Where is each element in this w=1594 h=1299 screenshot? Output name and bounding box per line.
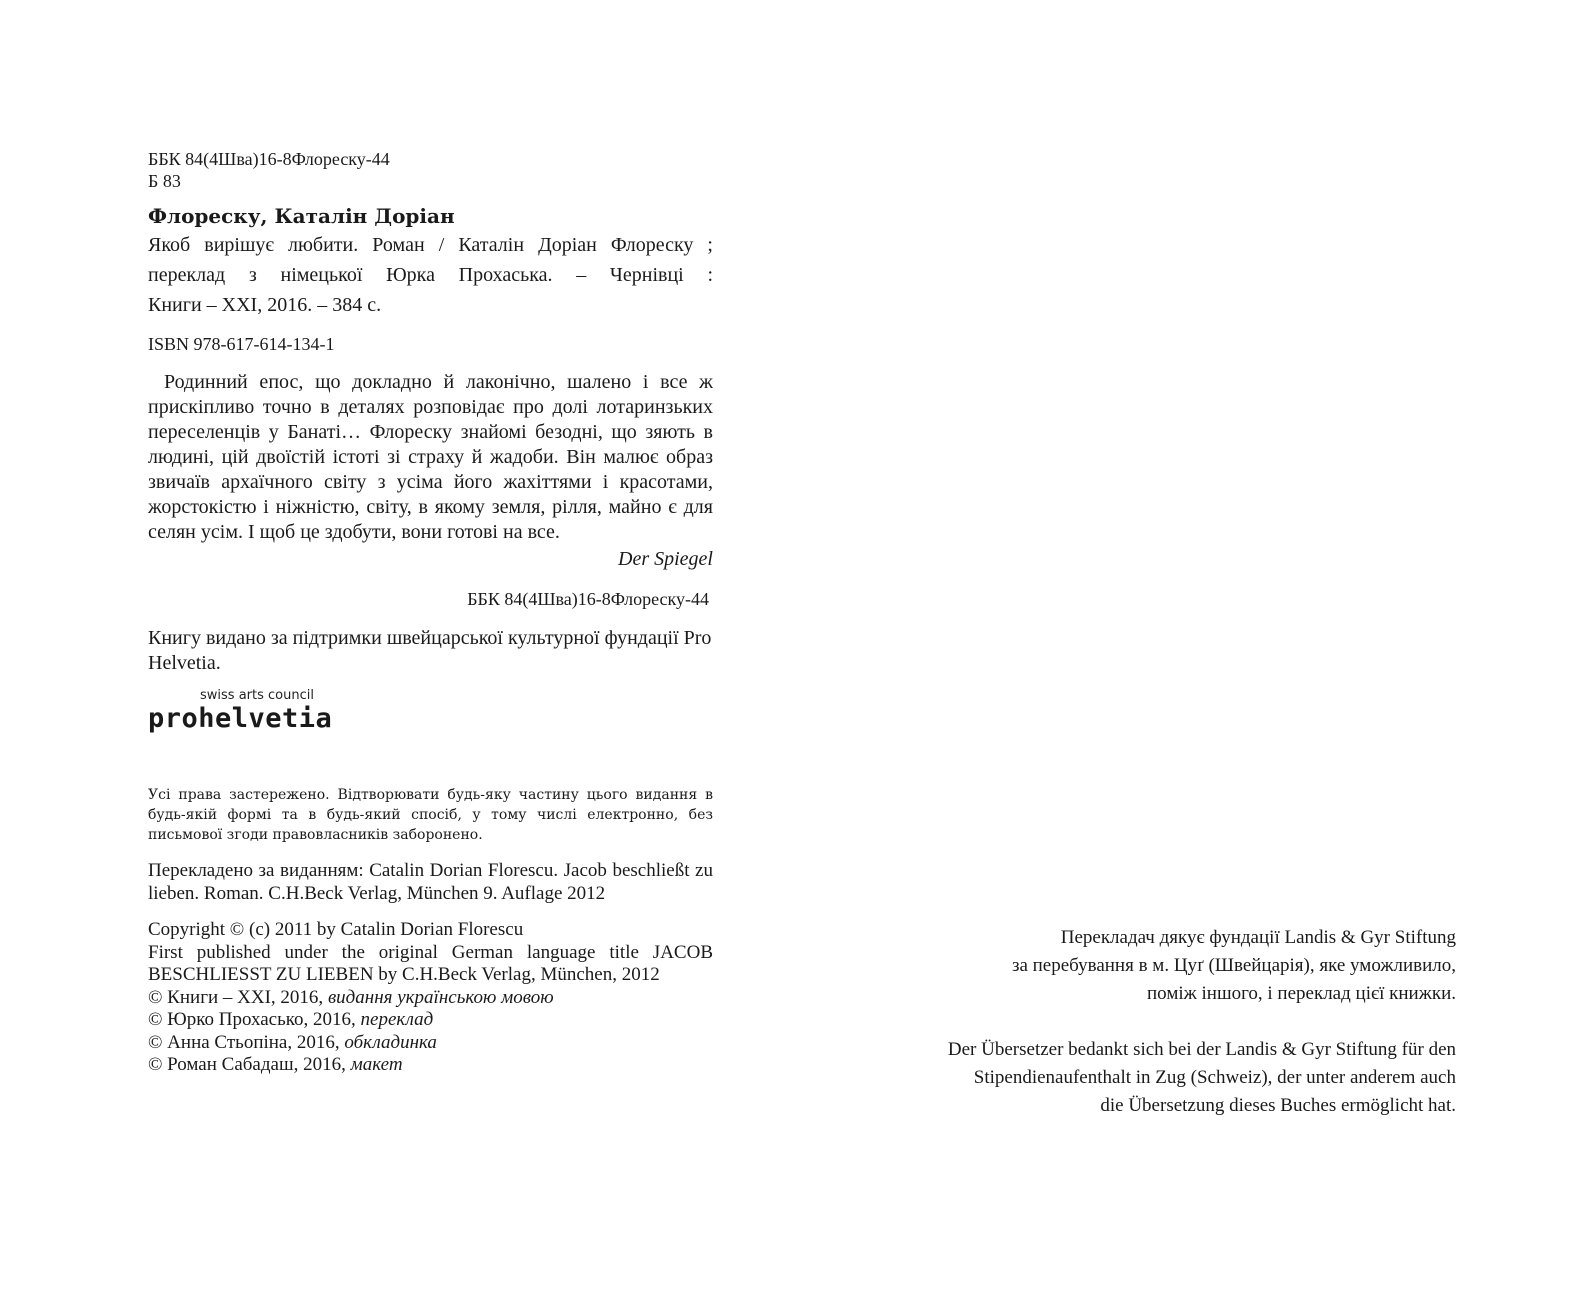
logo-caption: swiss arts council	[200, 688, 314, 703]
copyright-line	[148, 1032, 713, 1055]
copyright-line	[148, 987, 713, 1010]
annotation	[148, 370, 713, 545]
copyright-block	[148, 919, 713, 1077]
copyright-line: First published under the original German language title JACOB BESCHLIESST ZU LIEBEN by C.H.Beck Verlag, München, 2012	[148, 941, 713, 985]
bbk-code: ББК 84(4Шва)16-8Флореску-44	[148, 149, 390, 169]
left-page	[148, 148, 713, 1077]
b-code: Б 83	[148, 171, 181, 191]
copyright-holder: © Анна Стьопіна, 2016,	[148, 1031, 345, 1053]
translator-acknowledgement	[860, 924, 1456, 1120]
annotation-text: Родинний епос, що докладно й лаконічно, шалено і все ж прискіпливо точно в деталях розповідає про долі лотаринзьких переселенців у Банаті… Флореску знайомі безодні, що зяють в людині, цій двоїстій істоті зі страху й жадоби. Він малює образ звичаїв архаїчного світу з усіма його жахіттями і красотами, жорстокістю і ніжністю, світу, в якому земля, рілля, майно є для селян усім. І щоб це здобути, вони готові на все.	[148, 371, 713, 543]
copyright-holder: © Юрко Прохасько, 2016,	[148, 1009, 361, 1030]
description-line: Якоб вирішує любити. Роман / Каталін Доріан Флореску ;	[148, 234, 713, 256]
copyright-role: макет	[350, 1054, 403, 1075]
copyright-role: обкладинка	[344, 1031, 437, 1053]
thanks-de-line: Stipendienaufenthalt in Zug (Schweiz), der unter anderem auch	[973, 1067, 1456, 1088]
copyright-holder: © Книги – XXI, 2016,	[148, 986, 328, 1008]
isbn: ISBN 978-617-614-134-1	[148, 334, 335, 354]
copyright-role: видання українською мовою	[327, 986, 554, 1008]
catalog-codes	[148, 148, 713, 192]
copyright-line: Copyright © (c) 2011 by Catalin Dorian Florescu	[148, 919, 524, 940]
rights-notice: Усі права застережено. Відтворювати будь-яку частину цього видання в будь-якій формі та в будь-який спосіб, у тому числі електронно, без письмової згоди правовласників заборонено.	[148, 787, 713, 843]
annotation-source: Der Spiegel	[618, 548, 713, 570]
right-page	[860, 924, 1456, 1120]
description-line: Книги – XXI, 2016. – 384 с.	[148, 294, 382, 316]
author-heading: Флореску, Каталін Доріан	[148, 204, 455, 228]
copyright-role: переклад	[360, 1009, 434, 1030]
prohelvetia-logo	[148, 688, 713, 735]
copyright-line	[148, 1054, 713, 1077]
copyright-holder: © Роман Сабадаш, 2016,	[148, 1054, 351, 1075]
thanks-uk-line: за перебування в м. Цуґ (Швейцарія), яке уможливило,	[1011, 955, 1456, 976]
thanks-uk-line: Перекладач дякує фундації Landis & Gyr Stiftung	[1060, 927, 1456, 948]
support-note: Книгу видано за підтримки швейцарської культурної фундації Pro Helvetia.	[148, 627, 712, 674]
bbk-code-bottom: ББК 84(4Шва)16-8Флореску-44	[467, 589, 709, 609]
thanks-uk-line: поміж іншого, і переклад цієї книжки.	[1147, 983, 1456, 1004]
logo-wordmark: prohelvetia	[148, 703, 333, 734]
description-line: переклад з німецької Юрка Прохаська. – Чернівці :	[148, 264, 713, 286]
translated-from: Перекладено за виданням: Catalin Dorian Florescu. Jacob beschließt zu lieben. Roman. C.H.Beck Verlag, München 9. Auflage 2012	[148, 860, 713, 904]
thanks-de-line: die Übersetzung dieses Buches ermöglicht hat.	[1100, 1095, 1456, 1116]
copyright-line	[148, 1009, 713, 1032]
bibliographic-description	[148, 230, 713, 320]
thanks-de-line: Der Übersetzer bedankt sich bei der Landis & Gyr Stiftung für den	[947, 1039, 1456, 1060]
